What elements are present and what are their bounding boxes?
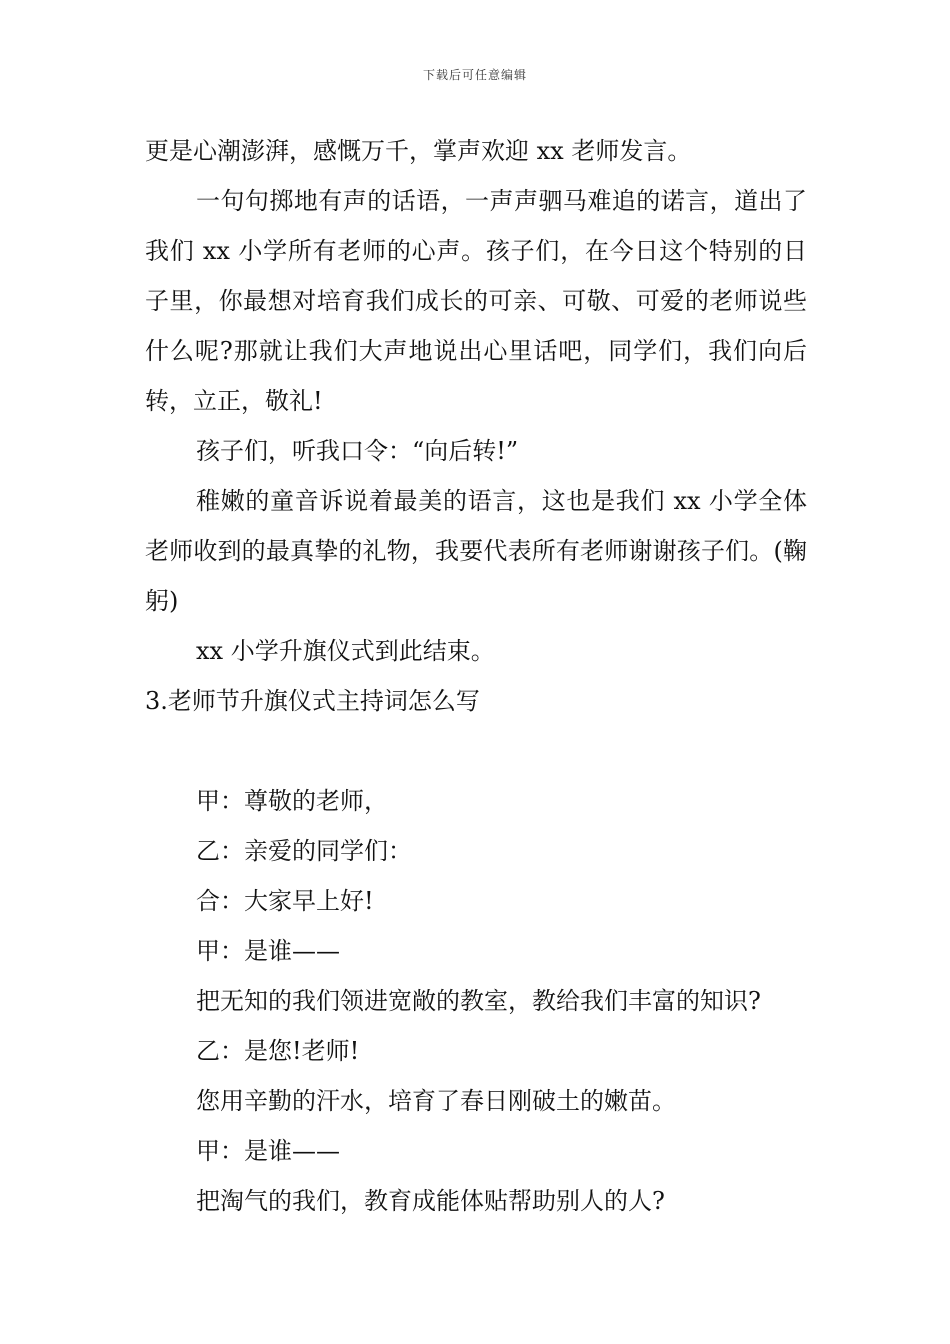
section-heading: 3.老师节升旗仪式主持词怎么写	[145, 687, 480, 715]
script-line: 您用辛勤的汗水，培育了春日刚破土的嫩苗。	[196, 1087, 676, 1115]
paragraph-1: 更是心潮澎湃，感慨万千，掌声欢迎 xx 老师发言。	[145, 137, 692, 165]
document-body	[145, 126, 807, 1226]
paragraph-4: 稚嫩的童音诉说着最美的语言，这也是我们 xx 小学全体老师收到的最真挚的礼物，我要代表所有老师谢谢孩子们。(鞠躬)	[145, 487, 807, 615]
script-line: 把无知的我们领进宽敞的教室，教给我们丰富的知识?	[196, 987, 761, 1015]
paragraph-2: 一句句掷地有声的话语，一声声驷马难追的诺言，道出了我们 xx 小学所有老师的心声。孩子们，在今日这个特别的日子里，你最想对培育我们成长的可亲、可敬、可爱的老师说些什么呢?那就让我们大声地说出心里话吧，同学们，我们向后转，立正，敬礼!	[145, 187, 807, 415]
blank-line	[145, 726, 807, 776]
script-line: 甲：是谁——	[196, 1137, 340, 1165]
script-line: 乙：是您!老师!	[196, 1037, 360, 1065]
paragraph-5: xx 小学升旗仪式到此结束。	[196, 637, 495, 665]
script-line: 甲：尊敬的老师，	[196, 787, 388, 815]
script-line: 合：大家早上好!	[196, 887, 374, 915]
script-line: 把淘气的我们，教育成能体贴帮助别人的人?	[196, 1187, 665, 1215]
script-line: 乙：亲爱的同学们：	[196, 837, 412, 865]
script-line: 甲：是谁——	[196, 937, 340, 965]
paragraph-3: 孩子们，听我口令：“向后转!”	[196, 437, 519, 465]
header-note: 下载后可任意编辑	[422, 68, 527, 82]
